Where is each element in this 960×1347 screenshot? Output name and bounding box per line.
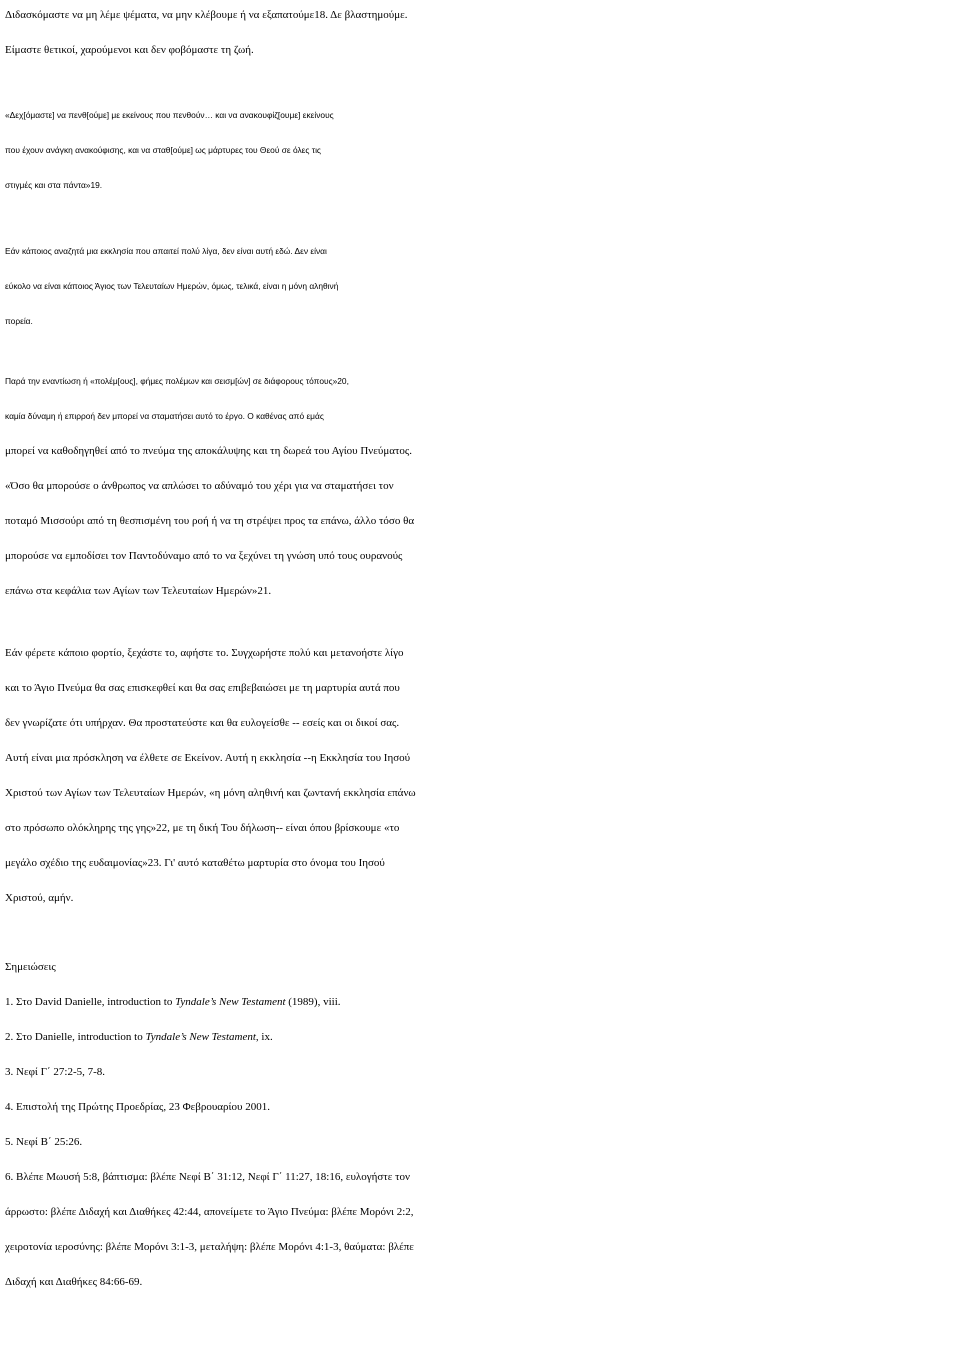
text-line: «Δεχ[όμαστε] να πενθ[ούμε] με εκείνους που πενθούν… και να ανακουφίζ[ουμε] εκείνους (5, 110, 334, 120)
paragraph-burden (5, 636, 957, 916)
text-line: και το Άγιο Πνεύμα θα σας επισκεφθεί και θα σας επιβεβαιώσει με τη μαρτυρία αυτά που (5, 682, 400, 694)
note-text: 1. Στο David Danielle, introduction to (5, 996, 176, 1008)
text-line: «Όσο θα μπορούσε ο άνθρωπος να απλώσει το αδύναμό του χέρι για να σταματήσει τον (5, 480, 394, 492)
note-text: , ix. (255, 1031, 273, 1043)
text-line: εύκολο να είναι κάποιος Άγιος των Τελευταίων Ημερών, όμως, τελικά, είναι η μόνη αληθινή (5, 281, 339, 291)
paragraph-mourn (5, 98, 957, 203)
paragraph-opposition (5, 364, 957, 434)
note-3: 3. Νεφί Γ΄ 27:2-5, 7-8. (5, 1066, 106, 1078)
note-4: 4. Επιστολή της Πρώτης Προεδρίας, 23 Φεβρουαρίου 2001. (5, 1101, 270, 1113)
paragraph-intro (5, 0, 957, 68)
note-1 (5, 985, 957, 1020)
note-6-line: 6. Βλέπε Μωυσή 5:8, βάπτισμα: βλέπε Νεφί Β΄ 31:12, Νεφί Γ΄ 11:27, 18:16, ευλογήστε τον (5, 1171, 410, 1183)
text-line: επάνω στα κεφάλια των Αγίων των Τελευταίων Ημερών»21. (5, 585, 272, 597)
book-title: Tyndale’s New Testament (175, 996, 286, 1008)
text-line: καμία δύναμη ή επιρροή δεν μπορεί να σταματήσει αυτό το έργο. Ο καθένας από εμάς (5, 411, 324, 421)
note-6-line: χειροτονία ιεροσύνης: βλέπε Μορόνι 3:1-3, μεταλήψη: βλέπε Μορόνι 4:1-3, θαύματα: βλέπε (5, 1241, 414, 1253)
text-line: Χριστού, αμήν. (5, 892, 74, 904)
text-line: στο πρόσωπο ολόκληρης της γης»22, με τη δική Του δήλωση-- είναι όπου βρίσκουμε «το (5, 822, 400, 834)
text-line: που έχουν ανάγκη ανακούφισης, και να σταθ[ούμε] ως μάρτυρες του Θεού σε όλες τις (5, 145, 321, 155)
note-text: 2. Στο Danielle, introduction to (5, 1031, 146, 1043)
text-line: στιγμές και στα πάντα»19. (5, 180, 103, 190)
note-text: (1989), viii. (285, 996, 341, 1008)
book-title: Tyndale’s New Testament (145, 1031, 256, 1043)
note-6-line: Διδαχή και Διαθήκες 84:66-69. (5, 1276, 143, 1288)
paragraph-church (5, 234, 957, 339)
note-2 (5, 1020, 957, 1055)
text-line: πορεία. (5, 316, 33, 326)
text-line: μπορούσε να εμποδίσει τον Παντοδύναμο από το να ξεχύνει τη γνώση υπό τους ουρανούς (5, 550, 403, 562)
text-line: δεν γνωρίζατε ότι υπήρχαν. Θα προστατεύστε και θα ευλογείσθε -- εσείς και οι δικοί σας. (5, 717, 400, 729)
text-line: Διδασκόμαστε να μη λέμε ψέματα, να μην κλέβουμε ή να εξαπατούμε18. Δε βλαστημούμε. (5, 9, 408, 21)
notes-section (5, 950, 957, 1300)
text-line: ποταμό Μισσούρι από τη θεσπισμένη του ροή ή να τη στρέψει προς τα επάνω, άλλο τόσο θα (5, 515, 415, 527)
notes-heading: Σημειώσεις (5, 961, 56, 973)
text-line: μπορεί να καθοδηγηθεί από το πνεύμα της αποκάλυψης και τη δωρεά του Αγίου Πνεύματος. (5, 445, 413, 457)
text-line: Αυτή είναι μια πρόσκληση να έλθετε σε Εκείνον. Αυτή η εκκλησία --η Εκκλησία του Ιησού (5, 752, 411, 764)
paragraph-opposition-cont (5, 434, 957, 609)
text-line: Χριστού των Αγίων των Τελευταίων Ημερών, «η μόνη αληθινή και ζωντανή εκκλησία επάνω (5, 787, 416, 799)
text-line: μεγάλο σχέδιο της ευδαιμονίας»23. Γι' αυτό καταθέτω μαρτυρία στο όνομα του Ιησού (5, 857, 385, 869)
document-page (5, 0, 957, 1300)
text-line: Εάν φέρετε κάποιο φορτίο, ξεχάστε το, αφήστε το. Συγχωρήστε πολύ και μετανοήστε λίγο (5, 647, 404, 659)
text-line: Παρά την εναντίωση ή «πολέμ[ους], φήμες πολέμων και σεισμ[ών] σε διάφορους τόπους»20, (5, 376, 349, 386)
note-6-line: άρρωστο: βλέπε Διδαχή και Διαθήκες 42:44, απονείμετε το Άγιο Πνεύμα: βλέπε Μορόνι 2:2, (5, 1206, 414, 1218)
text-line: Είμαστε θετικοί, χαρούμενοι και δεν φοβόμαστε τη ζωή. (5, 44, 254, 56)
text-line: Εάν κάποιος αναζητά μια εκκλησία που απαιτεί πολύ λίγα, δεν είναι αυτή εδώ. Δεν είναι (5, 246, 327, 256)
note-5: 5. Νεφί Β΄ 25:26. (5, 1136, 83, 1148)
